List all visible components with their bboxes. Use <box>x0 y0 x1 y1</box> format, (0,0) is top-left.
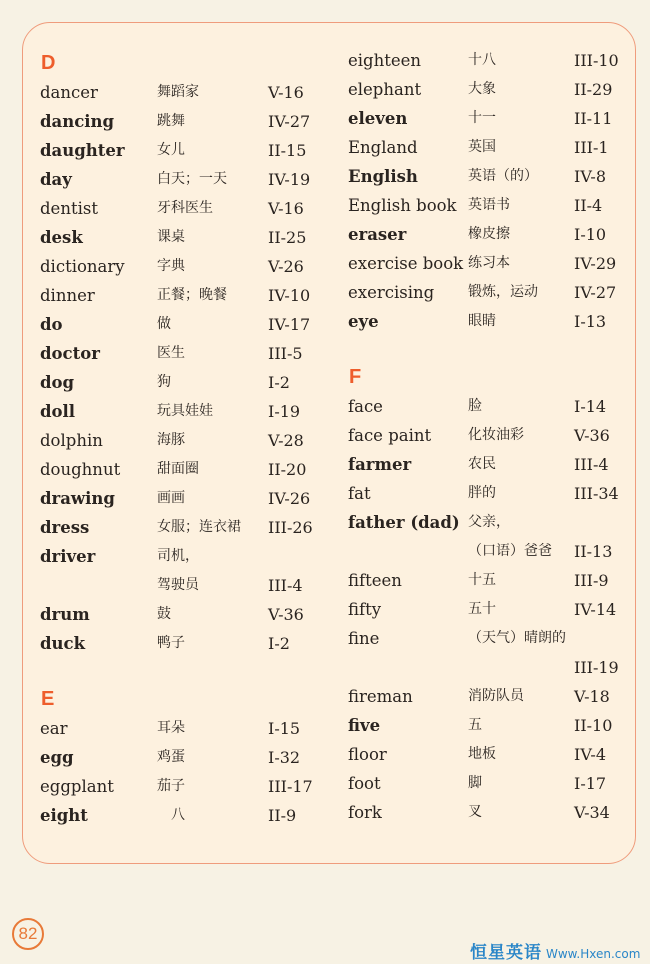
entry-unit-ref: I-32 <box>268 748 301 767</box>
glossary-entry <box>348 682 638 711</box>
entry-word: doctor <box>40 344 100 363</box>
glossary-entry <box>40 455 330 484</box>
entry-unit-ref: I-2 <box>268 373 290 392</box>
entry-unit-ref: V-28 <box>268 431 304 450</box>
glossary-entry <box>348 220 638 249</box>
entry-chinese: 耳朵 <box>157 720 185 736</box>
glossary-entry <box>348 508 638 537</box>
entry-word: father (dad) <box>348 513 460 532</box>
entry-word: five <box>348 716 381 735</box>
glossary-entry <box>40 426 330 455</box>
entry-chinese: 十八 <box>468 52 496 68</box>
glossary-entry <box>40 136 330 165</box>
entry-unit-ref: IV-29 <box>574 254 617 273</box>
glossary-entry <box>40 772 330 801</box>
entry-unit-ref: II-20 <box>268 460 307 479</box>
entry-word: fireman <box>348 687 413 706</box>
entry-chinese: 茄子 <box>157 778 185 794</box>
entry-chinese: 女儿 <box>157 142 185 158</box>
entry-word: eleven <box>348 109 408 128</box>
entry-chinese: 做 <box>157 316 171 332</box>
entry-chinese: 英国 <box>468 139 496 155</box>
entry-unit-ref: IV-27 <box>574 283 617 302</box>
entry-word: foot <box>348 774 381 793</box>
entry-word: do <box>40 315 63 334</box>
entry-unit-ref: III-9 <box>574 571 609 590</box>
entry-chinese: （天气）晴朗的 <box>468 630 566 646</box>
entry-chinese: 正餐；晚餐 <box>157 287 227 303</box>
entry-chinese: 英语书 <box>468 197 510 213</box>
glossary-entry <box>40 629 330 658</box>
entry-unit-ref: I-10 <box>574 225 607 244</box>
entry-chinese: 舞蹈家 <box>157 84 199 100</box>
entry-chinese: 跳舞 <box>157 113 185 129</box>
entry-unit-ref: V-26 <box>268 257 304 276</box>
entry-unit-ref: V-16 <box>268 83 304 102</box>
entry-unit-ref: I-13 <box>574 312 607 331</box>
watermark-brand: 恒星英语 <box>470 943 542 963</box>
glossary-right-column <box>348 46 638 827</box>
entry-word: exercise book <box>348 254 464 273</box>
entry-chinese: 胖的 <box>468 485 496 501</box>
entry-word: dinner <box>40 286 95 305</box>
entry-unit-ref: I-2 <box>268 634 290 653</box>
entry-unit-ref: I-15 <box>268 719 301 738</box>
entry-chinese: 白天；一天 <box>157 171 227 187</box>
glossary-entry <box>348 278 638 307</box>
entry-chinese: 鸡蛋 <box>157 749 185 765</box>
entry-chinese: 叉 <box>468 804 482 820</box>
glossary-entry <box>40 571 330 600</box>
section-gap <box>348 336 638 360</box>
glossary-entry <box>348 46 638 75</box>
entry-word: driver <box>40 547 96 566</box>
entry-unit-ref: II-15 <box>268 141 307 160</box>
entry-unit-ref: IV-17 <box>268 315 311 334</box>
glossary-entry <box>348 307 638 336</box>
glossary-entry <box>348 798 638 827</box>
entry-chinese: 消防队员 <box>468 688 524 704</box>
entry-unit-ref: III-1 <box>574 138 609 157</box>
entry-chinese: 狗 <box>157 374 171 390</box>
section-gap <box>40 658 330 682</box>
entry-word: duck <box>40 634 86 653</box>
glossary-entry <box>40 223 330 252</box>
entry-unit-ref: IV-19 <box>268 170 311 189</box>
glossary-entry <box>40 801 330 830</box>
entry-word: dancer <box>40 83 98 102</box>
glossary-entry <box>348 191 638 220</box>
entry-chinese: 课桌 <box>157 229 185 245</box>
entry-unit-ref: III-26 <box>268 518 313 537</box>
entry-unit-ref: II-10 <box>574 716 613 735</box>
entry-unit-ref: IV-14 <box>574 600 617 619</box>
entry-chinese: 化妆油彩 <box>468 427 524 443</box>
glossary-entry <box>348 566 638 595</box>
entry-word: elephant <box>348 80 422 99</box>
entry-chinese: 大象 <box>468 81 496 97</box>
glossary-entry <box>40 368 330 397</box>
glossary-entry <box>40 107 330 136</box>
glossary-entry <box>40 252 330 281</box>
entry-chinese: 橡皮擦 <box>468 226 510 242</box>
entry-chinese: 女服；连衣裙 <box>157 519 241 535</box>
entry-chinese: 玩具娃娃 <box>157 403 213 419</box>
entry-word: face <box>348 397 383 416</box>
entry-chinese: 十一 <box>468 110 496 126</box>
entry-chinese: 鸭子 <box>157 635 185 651</box>
entry-chinese: 十五 <box>468 572 496 588</box>
entry-chinese: 字典 <box>157 258 185 274</box>
entry-word: drawing <box>40 489 115 508</box>
entry-word: eggplant <box>40 777 114 796</box>
entry-unit-ref: II-25 <box>268 228 307 247</box>
entry-chinese: 医生 <box>157 345 185 361</box>
glossary-entry <box>348 624 638 653</box>
entry-chinese: 海豚 <box>157 432 185 448</box>
entry-word: fine <box>348 629 380 648</box>
entry-chinese: 鼓 <box>157 606 171 622</box>
entry-word: English book <box>348 196 457 215</box>
glossary-entry <box>348 595 638 624</box>
entry-word: doll <box>40 402 76 421</box>
glossary-entry <box>40 484 330 513</box>
entry-chinese: 脸 <box>468 398 482 414</box>
entry-word: egg <box>40 748 74 767</box>
glossary-entry <box>40 78 330 107</box>
entry-word: dress <box>40 518 90 537</box>
entry-word: fat <box>348 484 371 503</box>
entry-unit-ref: I-19 <box>268 402 301 421</box>
glossary-entry <box>348 450 638 479</box>
entry-word: farmer <box>348 455 412 474</box>
entry-word: exercising <box>348 283 435 302</box>
entry-word: eraser <box>348 225 407 244</box>
entry-word: England <box>348 138 418 157</box>
entry-word: face paint <box>348 426 432 445</box>
entry-word: eight <box>40 806 88 825</box>
entry-unit-ref: V-36 <box>268 605 304 624</box>
entry-word: dog <box>40 373 75 392</box>
entry-chinese: 脚 <box>468 775 482 791</box>
entry-chinese: 父亲， <box>468 514 510 530</box>
entry-chinese: 眼睛 <box>468 313 496 329</box>
entry-chinese: 英语（的） <box>468 168 538 184</box>
entry-word: day <box>40 170 72 189</box>
glossary-left-column <box>40 46 330 830</box>
entry-unit-ref: III-5 <box>268 344 303 363</box>
entry-chinese: 农民 <box>468 456 496 472</box>
glossary-entry <box>40 513 330 542</box>
entry-word: English <box>348 167 418 186</box>
glossary-entry <box>348 769 638 798</box>
entry-chinese: 驾驶员 <box>157 577 199 593</box>
entry-chinese: 练习本 <box>468 255 510 271</box>
entry-chinese: 五 <box>468 717 482 733</box>
glossary-entry <box>348 392 638 421</box>
entry-word: floor <box>348 745 387 764</box>
entry-unit-ref: II-13 <box>574 542 613 561</box>
entry-unit-ref: III-17 <box>268 777 313 796</box>
glossary-entry <box>348 421 638 450</box>
entry-chinese: 锻炼，运动 <box>468 284 538 300</box>
glossary-entry <box>348 162 638 191</box>
entry-unit-ref: III-4 <box>574 455 609 474</box>
glossary-entry <box>40 310 330 339</box>
page-number: 82 <box>12 918 44 950</box>
entry-word: doughnut <box>40 460 121 479</box>
entry-word: drum <box>40 605 90 624</box>
glossary-entry <box>40 281 330 310</box>
glossary-entry <box>348 537 638 566</box>
entry-word: dolphin <box>40 431 103 450</box>
section-letter: F <box>349 366 362 388</box>
entry-unit-ref: II-29 <box>574 80 613 99</box>
entry-unit-ref: III-19 <box>574 658 619 677</box>
entry-chinese: 牙科医生 <box>157 200 213 216</box>
entry-chinese: 甜面圈 <box>157 461 199 477</box>
glossary-entry <box>40 339 330 368</box>
entry-chinese: 五十 <box>468 601 496 617</box>
entry-chinese: 地板 <box>468 746 496 762</box>
entry-word: daughter <box>40 141 125 160</box>
watermark-site: Www.Hxen.com <box>546 947 641 961</box>
entry-word: fifteen <box>348 571 402 590</box>
glossary-entry <box>40 714 330 743</box>
glossary-entry <box>348 133 638 162</box>
glossary-entry <box>40 542 330 571</box>
entry-unit-ref: IV-27 <box>268 112 311 131</box>
entry-chinese: 画画 <box>157 490 185 506</box>
section-letter: D <box>41 52 56 74</box>
entry-unit-ref: III-34 <box>574 484 619 503</box>
glossary-entry <box>40 600 330 629</box>
entry-word: fork <box>348 803 382 822</box>
entry-unit-ref: IV-26 <box>268 489 311 508</box>
glossary-entry <box>348 249 638 278</box>
entry-unit-ref: V-36 <box>574 426 610 445</box>
glossary-entry <box>40 743 330 772</box>
glossary-entry <box>40 194 330 223</box>
entry-chinese: 司机， <box>157 548 199 564</box>
entry-unit-ref: II-9 <box>268 806 297 825</box>
entry-unit-ref: III-4 <box>268 576 303 595</box>
entry-word: fifty <box>348 600 382 619</box>
watermark <box>470 938 640 963</box>
entry-unit-ref: II-4 <box>574 196 603 215</box>
entry-unit-ref: IV-8 <box>574 167 606 186</box>
glossary-entry <box>348 479 638 508</box>
glossary-entry <box>40 165 330 194</box>
glossary-entry <box>348 653 638 682</box>
entry-unit-ref: II-11 <box>574 109 613 128</box>
entry-unit-ref: III-10 <box>574 51 619 70</box>
entry-unit-ref: V-34 <box>574 803 610 822</box>
glossary-entry <box>40 397 330 426</box>
entry-unit-ref: I-14 <box>574 397 607 416</box>
entry-word: dentist <box>40 199 98 218</box>
glossary-entry <box>348 75 638 104</box>
glossary-entry <box>348 740 638 769</box>
entry-chinese: 八 <box>157 807 185 823</box>
glossary-entry <box>348 104 638 133</box>
entry-chinese: （口语）爸爸 <box>468 543 552 559</box>
entry-word: eighteen <box>348 51 422 70</box>
entry-unit-ref: I-17 <box>574 774 607 793</box>
entry-unit-ref: IV-4 <box>574 745 606 764</box>
glossary-entry <box>348 711 638 740</box>
entry-unit-ref: V-16 <box>268 199 304 218</box>
entry-word: dancing <box>40 112 115 131</box>
entry-word: desk <box>40 228 83 247</box>
entry-word: ear <box>40 719 68 738</box>
entry-unit-ref: IV-10 <box>268 286 311 305</box>
entry-word: dictionary <box>40 257 125 276</box>
section-letter: E <box>41 688 55 710</box>
entry-unit-ref: V-18 <box>574 687 610 706</box>
entry-word: eye <box>348 312 379 331</box>
